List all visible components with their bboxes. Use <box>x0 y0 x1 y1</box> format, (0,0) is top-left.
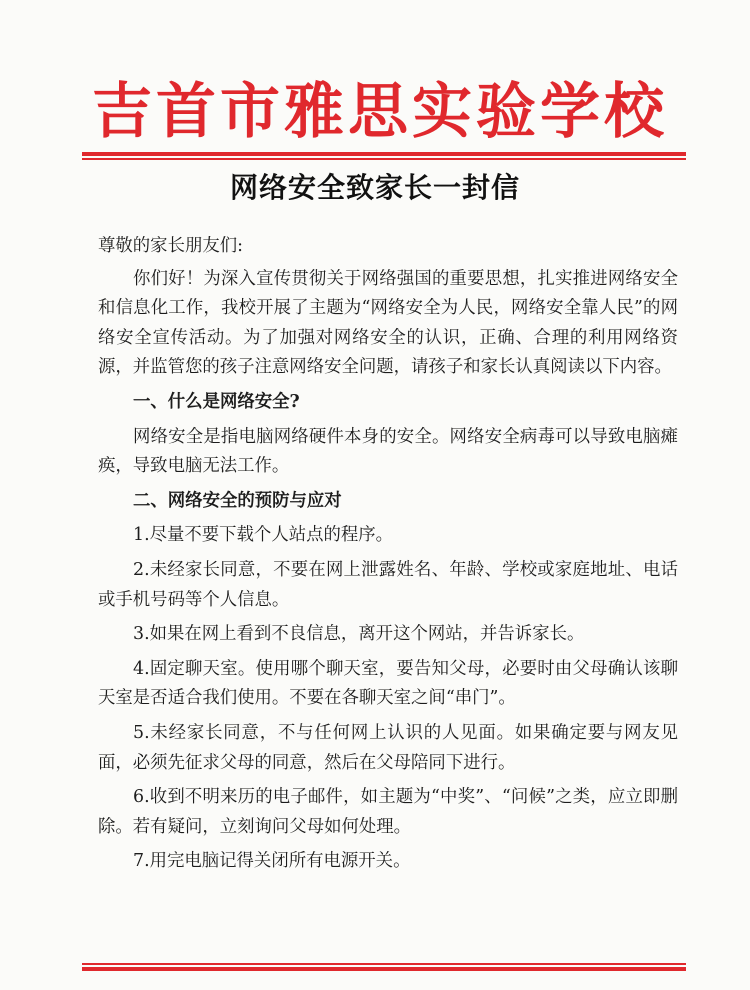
letter-body <box>98 232 678 877</box>
footer-rule-thin <box>82 963 686 965</box>
letterhead-rule-thick <box>82 152 686 156</box>
section-2-heading: 二、网络安全的预防与应对 <box>133 490 342 511</box>
school-name-letterhead: 吉首市雅思实验学校 <box>92 77 668 147</box>
list-item: 6.收到不明来历的电子邮件，如主题为“中奖”、“问候”之类，应立即删除。若有疑问，立刻询问父母如何处理。 <box>98 787 678 837</box>
document-title: 网络安全致家长一封信 <box>229 171 520 204</box>
list-item: 4.固定聊天室。使用哪个聊天室，要告知父母，必要时由父母确认该聊天室是否适合我们使用。不要在各聊天室之间“串门”。 <box>98 658 678 709</box>
section-1-heading: 一、什么是网络安全? <box>133 391 300 412</box>
list-item: 2.未经家长同意，不要在网上泄露姓名、年龄、学校或家庭地址、电话或手机号码等个人信息。 <box>98 559 678 610</box>
list-item: 3.如果在网上看到不良信息，离开这个网站，并告诉家长。 <box>133 624 585 645</box>
list-item: 7.用完电脑记得关闭所有电源开关。 <box>133 851 411 872</box>
letterhead-rule-thin <box>82 158 686 160</box>
greeting: 尊敬的家长朋友们: <box>98 236 243 256</box>
section-1-text: 网络安全是指电脑网络硬件本身的安全。网络安全病毒可以导致电脑瘫痪，导致电脑无法工作。 <box>98 426 678 477</box>
footer-rule-thick <box>82 967 686 971</box>
list-item: 5.未经家长同意，不与任何网上认识的人见面。如果确定要与网友见面，必须先征求父母的同意，然后在父母陪同下进行。 <box>98 722 678 773</box>
intro-paragraph: 你们好！为深入宣传贯彻关于网络强国的重要思想，扎实推进网络安全和信息化工作，我校开展了主题为“网络安全为人民，网络安全靠人民”的网络安全宣传活动。为了加强对网络安全的认识，正确、合理的利用网络资源，并监管您的孩子注意网络安全问题，请孩子和家长认真阅读以下内容。 <box>98 268 678 378</box>
list-item: 1.尽量不要下载个人站点的程序。 <box>133 525 394 546</box>
